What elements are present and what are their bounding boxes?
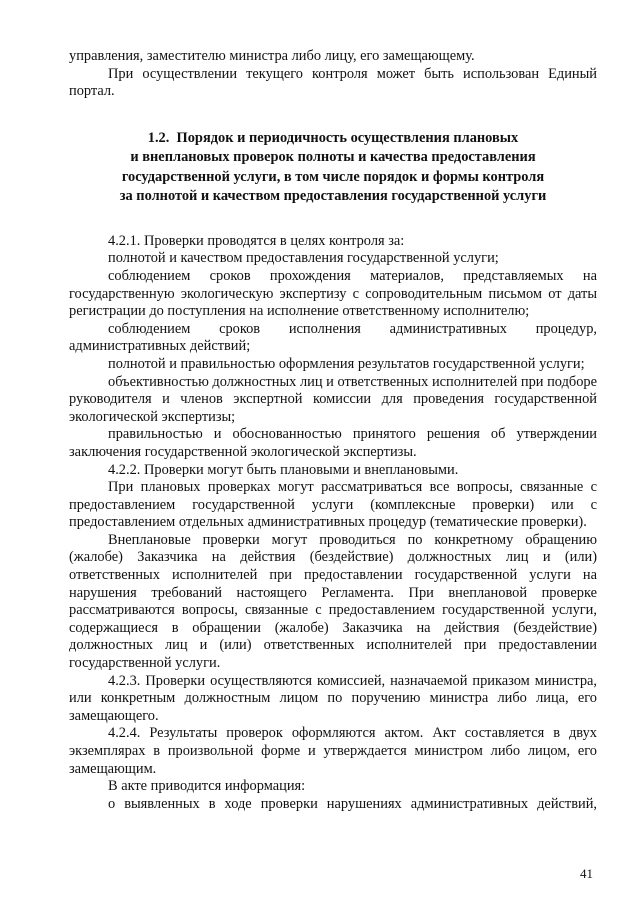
heading-line: и внеплановых проверок полноты и качества предоставления <box>130 149 536 166</box>
paragraph: 4.2.1. Проверки проводятся в целях контроля за: <box>108 232 405 249</box>
paragraph: полнотой и качеством предоставления государственной услуги; <box>108 250 499 267</box>
paragraph: При плановых проверках могут рассматриваться все вопросы, связанные с предоставлением государственной услуги (комплексные проверки) или с предоставлением отдельных административных процедур (тематические проверки). <box>69 479 597 531</box>
paragraph: 4.2.3. Проверки осуществляются комиссией, назначаемой приказом министра, или конкретным должностным лицом по поручению министра либо лица, его замещающего. <box>69 672 597 724</box>
heading-line: за полнотой и качеством предоставления государственной услуги <box>119 188 547 205</box>
paragraph: 4.2.4. Результаты проверок оформляются актом. Акт составляется в двух экземплярах в произвольной форме и утверждается министром либо лицом, его замещающим. <box>69 725 597 777</box>
paragraph: соблюдением сроков прохождения материалов, представляемых на государственную экологическую экспертизу с сопроводительным письмом от даты регистрации до поступления на исполнение ответственному исполнителю; <box>69 267 597 320</box>
paragraph-top-1: При осуществлении текущего контроля может быть использован Единый портал. <box>69 65 597 100</box>
heading-line: 1.2. Порядок и периодичность осуществления плановых <box>147 129 519 146</box>
heading-line: государственной услуги, в том числе порядок и формы контроля <box>121 168 545 185</box>
paragraph: правильностью и обоснованностью принятого решения об утверждении заключения государственной экологической экспертизы. <box>69 426 597 460</box>
page-number: 41 <box>580 866 593 881</box>
paragraph-top-0: управления, заместителю министра либо лицу, его замещающему. <box>69 48 475 64</box>
paragraph: В акте приводится информация: <box>108 778 306 795</box>
document-body <box>69 48 597 813</box>
paragraph: о выявленных в ходе проверки нарушениях административных действий, <box>108 795 597 812</box>
paragraph: соблюдением сроков исполнения административных процедур, административных действий; <box>69 320 597 355</box>
paragraph: полнотой и правильностью оформления результатов государственной услуги; <box>108 355 585 372</box>
paragraph: объективностью должностных лиц и ответственных исполнителей при подборе руководителя и членов экспертной комиссии для проведения государственной экологической экспертизы; <box>69 373 597 425</box>
paragraph: Внеплановые проверки могут проводиться по конкретному обращению (жалобе) Заказчика на действия (бездействие) должностных лиц и (или) ответственных исполнителей при предоставлении государственной услуги на нарушения требований настоящего Регламента. При внеплановой проверке рассматриваются вопросы, связанные с предоставлением государственной услуги, содержащиеся в обращении (жалобе) Заказчика на действия (бездействие) должностных лиц и (или) ответственных исполнителей при предоставлении государственной услуги. <box>69 531 597 672</box>
paragraph: 4.2.2. Проверки могут быть плановыми и внеплановыми. <box>108 461 459 478</box>
section-heading <box>69 129 597 207</box>
